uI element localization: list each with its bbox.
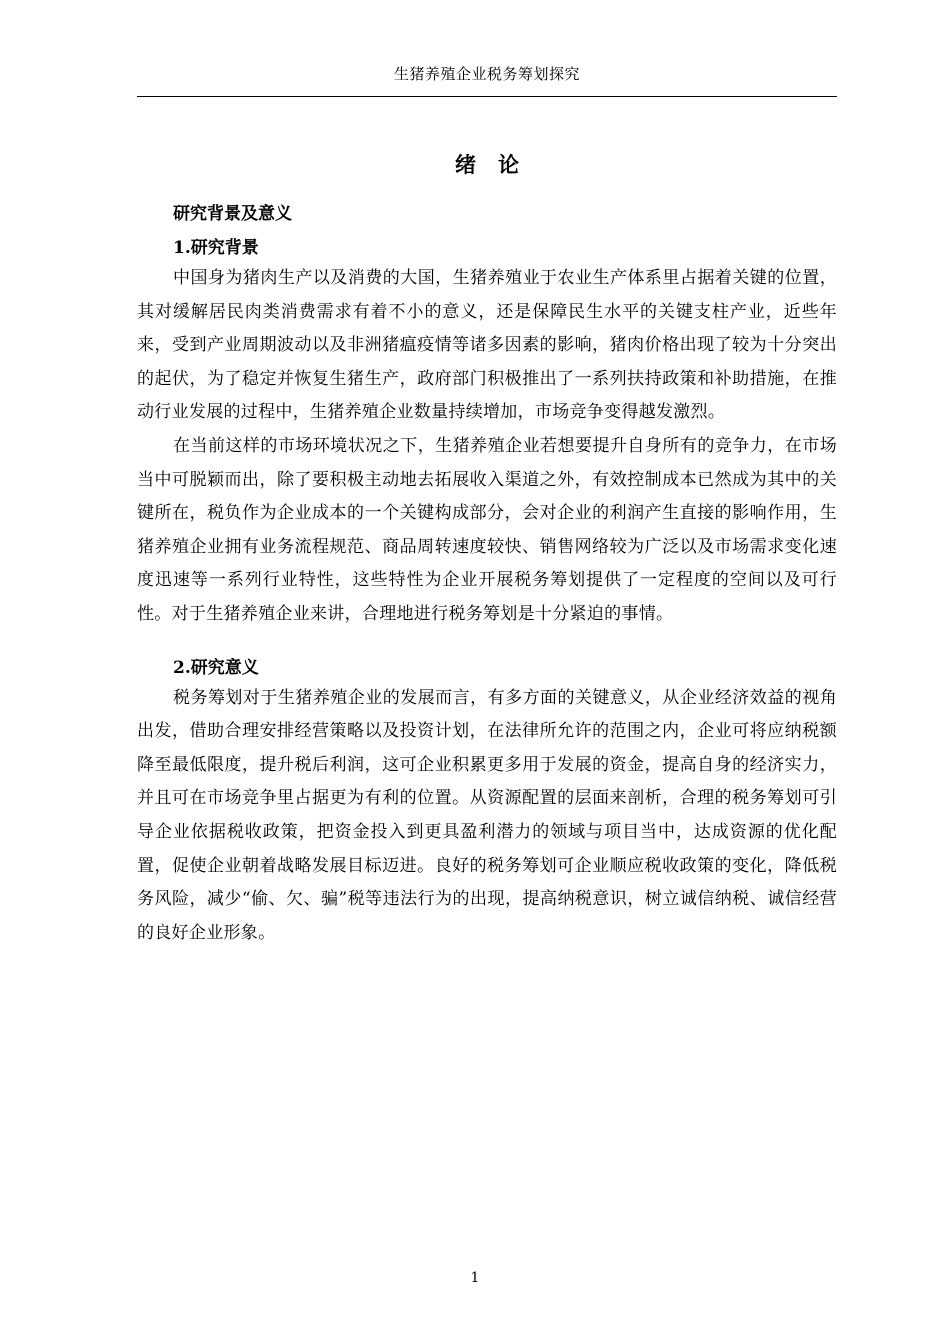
section-heading: 研究背景及意义 [173,204,292,224]
page-number: 1 [470,1270,480,1286]
header-rule [137,96,837,97]
subsection-heading-background: 1.研究背景 [173,238,259,258]
subsection-heading-significance: 2.研究意义 [173,657,259,678]
paragraph: 税务筹划对于生猪养殖企业的发展而言，有多方面的关键意义，从企业经济效益的视角出发，借助合理安排经营策略以及投资计划，在法律所允许的范围之内，企业可将应纳税额降至最低限度，提升税后利润，这可企业积累更多用于发展的资金，提高自身的经济实力，并且可在市场竞争里占据更为有利的位置。从资源配置的层面来剖析，合理的税务筹划可引导企业依据税收政策，把资金投入到更具盈利潜力的领域与项目当中，达成资源的优化配置，促使企业朝着战略发展目标迈进。良好的税务筹划可企业顺应税收政策的变化，降低税务风险，减少“偷、欠、骗”税等违法行为的出现，提高纳税意识，树立诚信纳税、诚信经营的良好企业形象。 [137,687,837,943]
paragraph: 中国身为猪肉生产以及消费的大国，生猪养殖业于农业生产体系里占据着关键的位置，其对缓解居民肉类消费需求有着不小的意义，还是保障民生水平的关键支柱产业，近些年来，受到产业周期波动以及非洲猪瘟疫情等诸多因素的影响，猪肉价格出现了较为十分突出的起伏，为了稳定并恢复生猪生产，政府部门积极推出了一系列扶持政策和补助措施，在推动行业发展的过程中，生猪养殖企业数量持续增加，市场竞争变得越发激烈。 [137,268,837,423]
paragraph: 在当前这样的市场环境状况之下，生猪养殖企业若想要提升自身所有的竞争力，在市场当中可脱颖而出，除了要积极主动地去拓展收入渠道之外，有效控制成本已然成为其中的关键所在，税负作为企业成本的一个关键构成部分，会对企业的利润产生直接的影响作用，生猪养殖企业拥有业务流程规范、商品周转速度较快、销售网络较为广泛以及市场需求变化速度迅速等一系列行业特性，这些特性为企业开展税务筹划提供了一定程度的空间以及可行性。对于生猪养殖企业来讲，合理地进行税务筹划是十分紧迫的事情。 [137,435,837,624]
section-gap [137,632,837,648]
body-content [137,200,837,950]
running-header: 生猪养殖企业税务筹划探究 [393,65,580,83]
chapter-title: 绪论 [455,152,541,177]
